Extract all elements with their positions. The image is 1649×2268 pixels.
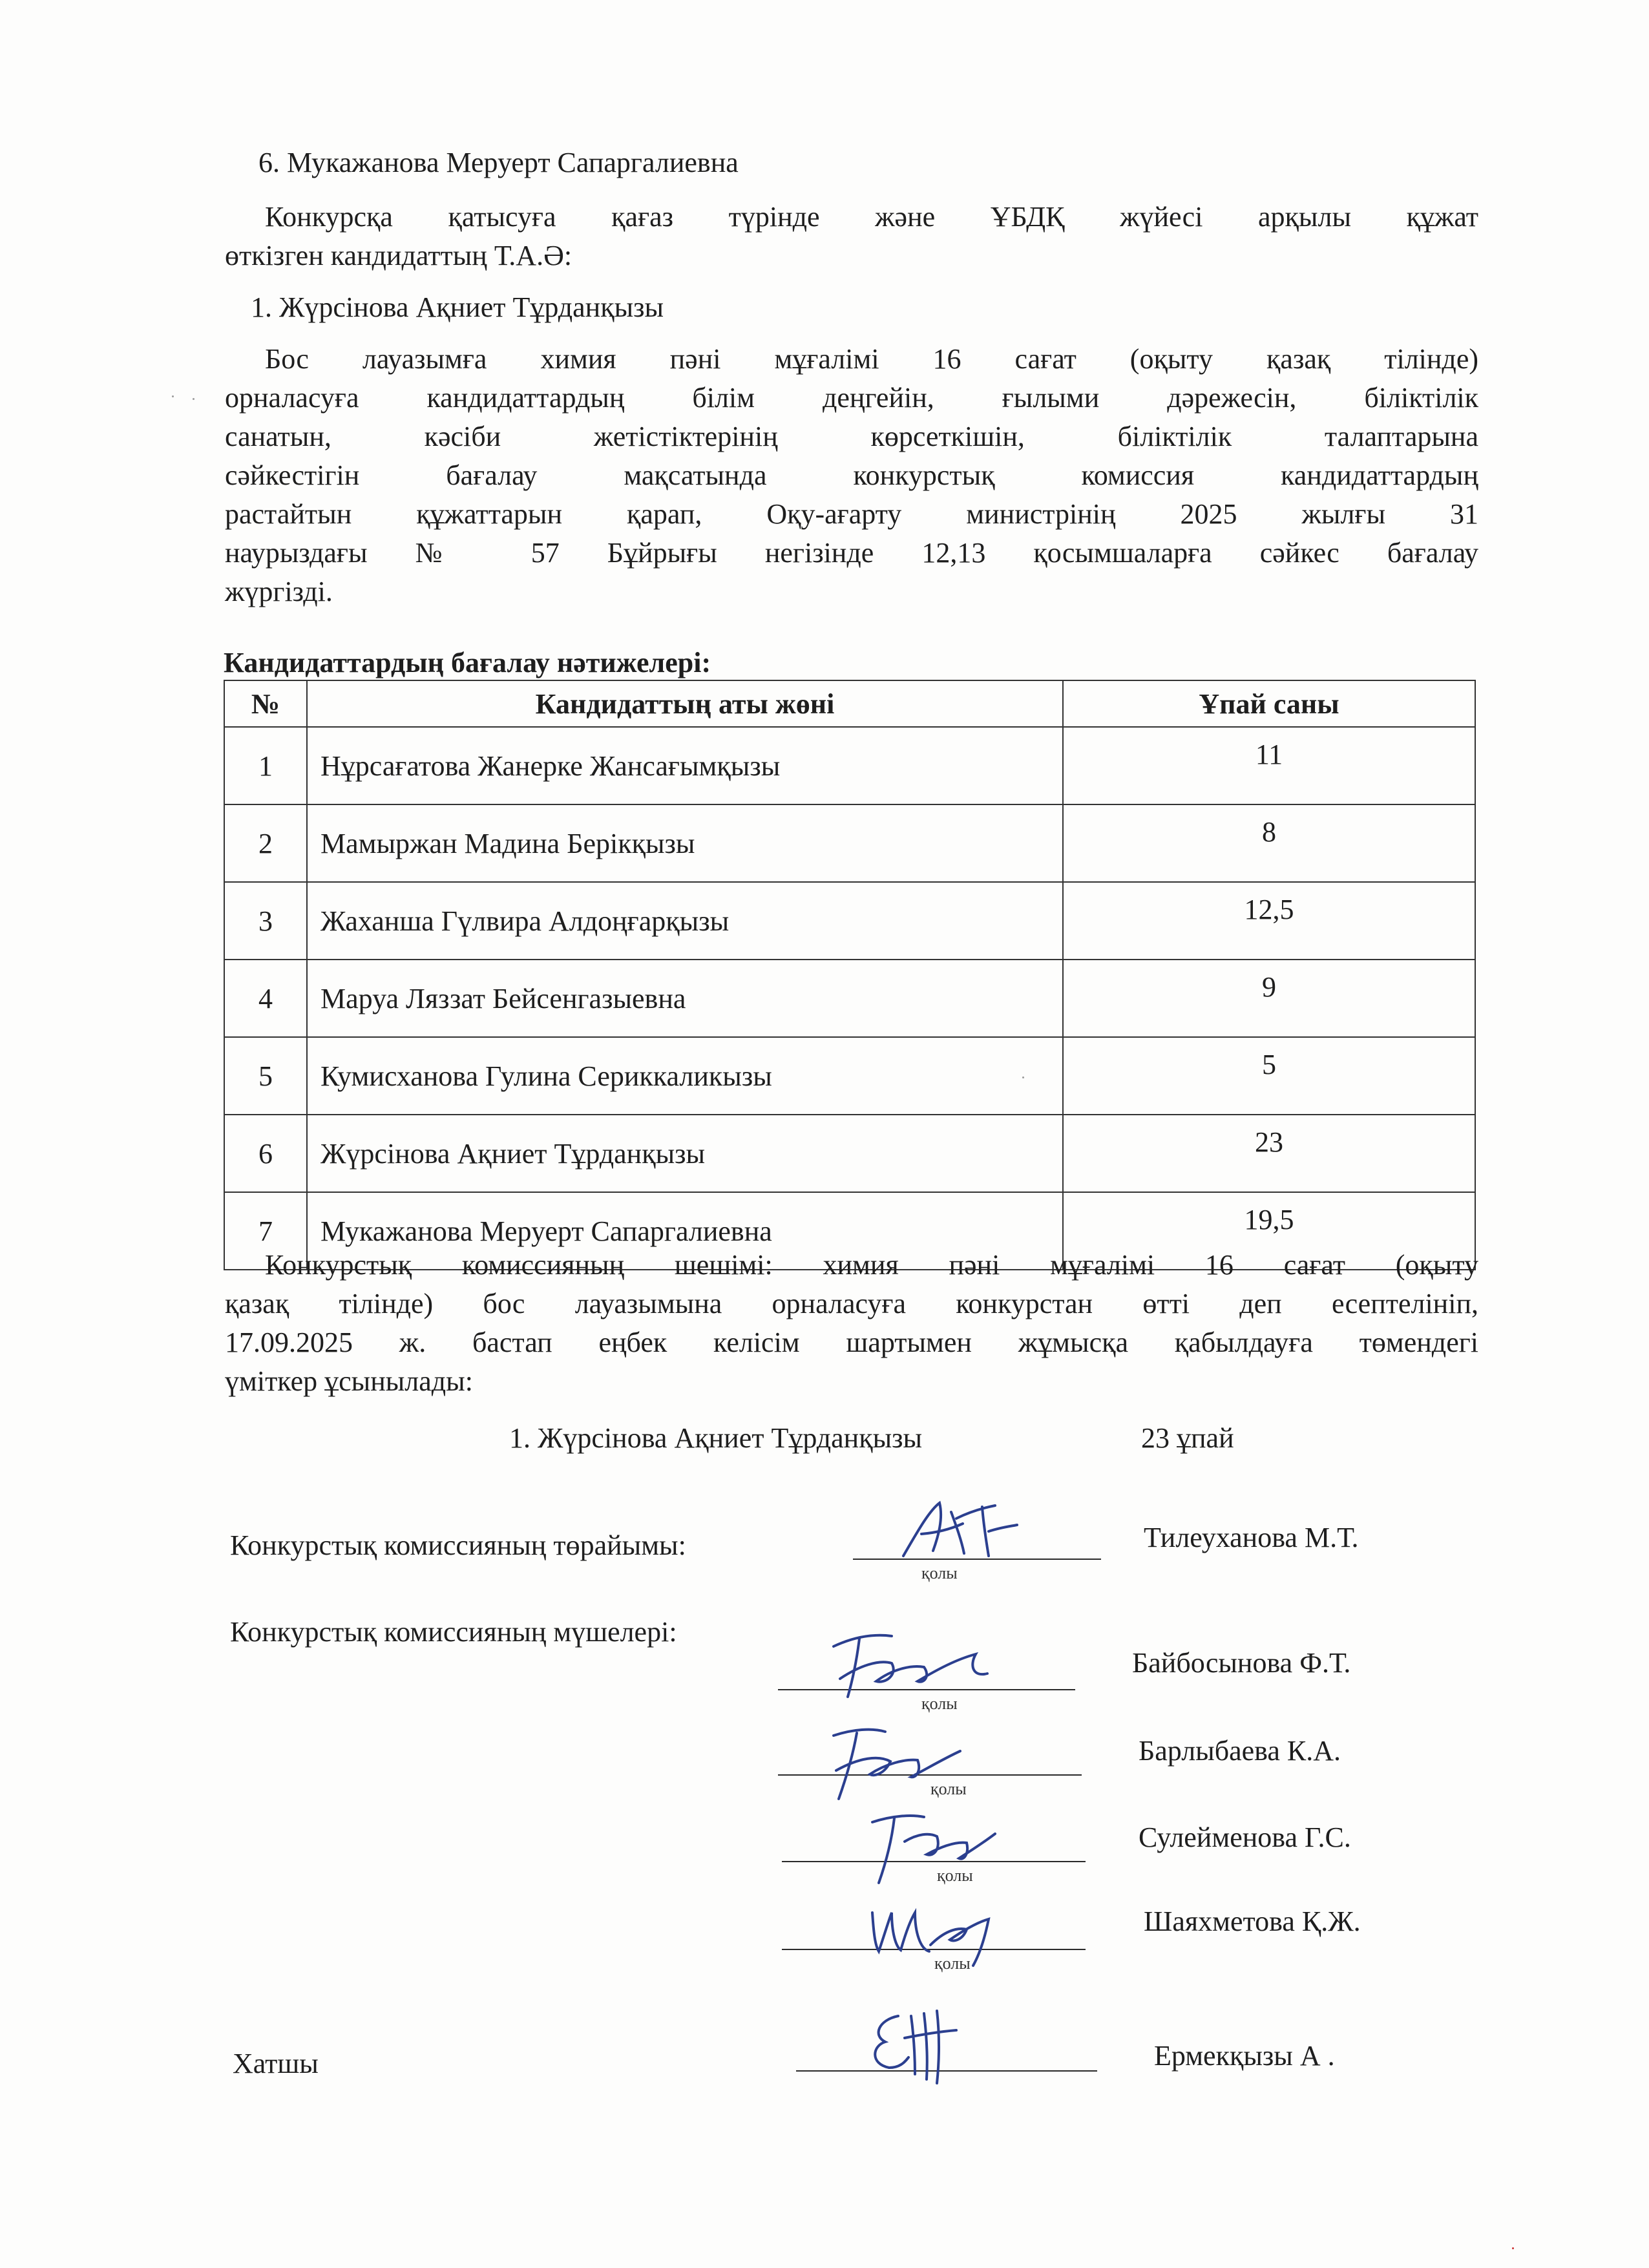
candidate-score: 5 bbox=[1063, 1037, 1475, 1115]
table-row bbox=[224, 960, 1475, 1037]
paragraph-line: растайтын құжаттарын қарап, Оқу-ағарту министрінің 2025 жылғы 31 bbox=[225, 498, 1478, 530]
signature-caption: қолы bbox=[921, 1694, 958, 1713]
paragraph-line: наурыздағы № 57 Бұйрығы негізінде 12,13 қосымшаларға сәйкес бағалау bbox=[225, 537, 1478, 569]
chair-signature bbox=[892, 1486, 1021, 1570]
member-name: Сулейменова Г.С. bbox=[1139, 1822, 1351, 1853]
paragraph-line: Конкурстық комиссияның шешімі: химия пәні мұғалімі 16 сағат (оқыту bbox=[265, 1249, 1478, 1281]
results-table bbox=[224, 680, 1476, 1270]
row-number: 4 bbox=[224, 960, 307, 1037]
paragraph-line: қазақ тілінде) бос лауазымына орналасуға конкурстан өтті деп есептелініп, bbox=[225, 1288, 1478, 1319]
row-number: 5 bbox=[224, 1037, 307, 1115]
member-signature bbox=[808, 1719, 976, 1803]
paragraph-line: үміткер ұсынылады: bbox=[225, 1365, 473, 1397]
paragraph-line: сәйкестігін бағалау мақсатында конкурстық комиссия кандидаттардың bbox=[225, 459, 1478, 491]
secretary-label: Хатшы bbox=[233, 2048, 319, 2079]
members-label: Конкурстық комиссияның мүшелері: bbox=[230, 1616, 677, 1648]
column-header-number: № bbox=[224, 680, 307, 727]
row-number: 7 bbox=[224, 1192, 307, 1270]
paragraph-line: санатын, кәсіби жетістіктерінің көрсеткішін, біліктілік талаптарына bbox=[225, 421, 1478, 452]
candidate-name: Нұрсағатова Жанерке Жансағымқызы bbox=[307, 727, 1063, 804]
table-row bbox=[224, 1115, 1475, 1192]
column-header-score: Ұпай саны bbox=[1063, 680, 1475, 727]
candidate-score: 8 bbox=[1063, 804, 1475, 882]
paragraph-line: жүргізді. bbox=[225, 576, 333, 607]
decision-paragraph bbox=[225, 1246, 1478, 1401]
column-header-name: Кандидаттың аты жөні bbox=[307, 680, 1063, 727]
table-row bbox=[224, 1037, 1475, 1115]
member-signature bbox=[853, 1803, 1008, 1887]
table-row bbox=[224, 804, 1475, 882]
row-number: 1 bbox=[224, 727, 307, 804]
paragraph-line: Бос лауазымға химия пәні мұғалімі 16 сағат (оқыту қазақ тілінде) bbox=[265, 343, 1478, 375]
paragraph-line: орналасуға кандидаттардың білім деңгейін, ғылыми дәрежесін, біліктілік bbox=[225, 382, 1478, 414]
candidate-score: 12,5 bbox=[1063, 882, 1475, 960]
row-number: 6 bbox=[224, 1115, 307, 1192]
member-signature bbox=[814, 1614, 1008, 1705]
row-number: 2 bbox=[224, 804, 307, 882]
scan-speck bbox=[172, 395, 174, 397]
candidate-score: 11 bbox=[1063, 727, 1475, 804]
candidate-name: Жүрсінова Ақниет Тұрданқызы bbox=[307, 1115, 1063, 1192]
evaluation-paragraph bbox=[225, 340, 1478, 611]
table-row bbox=[224, 727, 1475, 804]
candidate-name: Маруа Ляззат Бейсенгазыевна bbox=[307, 960, 1063, 1037]
signature-caption: қолы bbox=[921, 1564, 958, 1582]
candidate-score: 9 bbox=[1063, 960, 1475, 1037]
candidate-list-item-6: 6. Мукажанова Меруерт Сапаргалиевна bbox=[258, 147, 739, 178]
candidate-name: Жаханша Гүлвира Алдоңғарқызы bbox=[307, 882, 1063, 960]
candidate-name: Кумисханова Гулина Сериккаликызы bbox=[307, 1037, 1063, 1115]
secretary-name: Ермекқызы А . bbox=[1154, 2040, 1335, 2072]
candidate-score: 19,5 bbox=[1063, 1192, 1475, 1270]
scan-speck bbox=[1512, 2247, 1514, 2249]
candidate-score: 23 bbox=[1063, 1115, 1475, 1192]
chair-label: Конкурстық комиссияның төрайымы: bbox=[230, 1529, 686, 1561]
paragraph-line: Конкурсқа қатысуға қағаз түрінде және ҰБДҚ жүйесі арқылы құжат bbox=[265, 201, 1478, 233]
member-name: Шаяхметова Қ.Ж. bbox=[1144, 1906, 1361, 1937]
row-number: 3 bbox=[224, 882, 307, 960]
results-heading: Кандидаттардың бағалау нәтижелері: bbox=[224, 647, 711, 678]
secretary-signature bbox=[859, 2003, 963, 2087]
submitted-candidate-item-1: 1. Жүрсінова Ақниет Тұрданқызы bbox=[251, 291, 664, 323]
paragraph-line: 17.09.2025 ж. бастап еңбек келісім шартымен жұмысқа қабылдауға төмендегі bbox=[225, 1327, 1478, 1358]
signature-caption: қолы bbox=[930, 1780, 967, 1798]
signature-caption: қолы bbox=[934, 1954, 971, 1973]
signature-caption: қолы bbox=[937, 1866, 973, 1885]
candidate-name: Мукажанова Меруерт Сапаргалиевна bbox=[307, 1192, 1063, 1270]
table-header-row bbox=[224, 680, 1475, 727]
table-row bbox=[224, 882, 1475, 960]
submission-paragraph bbox=[225, 198, 1478, 275]
scan-speck bbox=[1022, 1076, 1024, 1078]
winner-name: 1. Жүрсінова Ақниет Тұрданқызы bbox=[509, 1422, 923, 1454]
paragraph-line: өткізген кандидаттың Т.А.Ә: bbox=[225, 240, 572, 271]
winner-score: 23 ұпай bbox=[1141, 1422, 1234, 1454]
candidate-name: Мамыржан Мадина Берікқызы bbox=[307, 804, 1063, 882]
scan-speck bbox=[193, 398, 194, 400]
chair-name: Тилеуханова М.Т. bbox=[1144, 1522, 1359, 1553]
member-signature bbox=[853, 1887, 1002, 1971]
member-name: Барлыбаева К.А. bbox=[1139, 1735, 1341, 1767]
member-name: Байбосынова Ф.Т. bbox=[1132, 1647, 1351, 1679]
